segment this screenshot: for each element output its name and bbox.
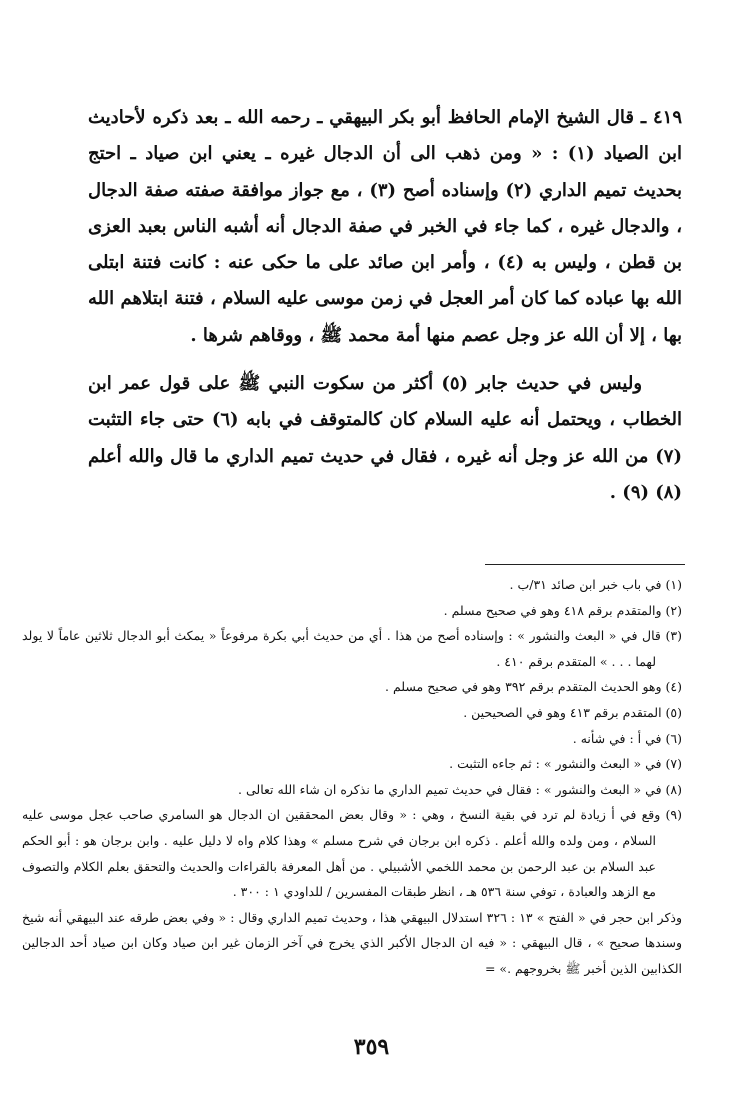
main-text: [88, 100, 682, 511]
main-paragraph-1: ٤١٩ ـ قال الشيخ الإمام الحافظ أبو بكر البيهقي ـ رحمه الله ـ بعد ذكره لأحاديث ابن الصياد (١) : « ومن ذهب الى أن الدجال غيره ـ يعني ابن صياد ـ احتج بحديث تميم الداري (٢) وإسناده أصح (٣) ، مع جواز موافقة صفته صفة الدجال ، والدجال غيره ، كما جاء في الخبر في صفة الدجال أنه أشبه الناس بعبد العزى بن قطن ، وليس به (٤) ، وأمر ابن صائد على ما حكى عنه : كانت فتنة ابتلى الله بها عباده كما كان أمر العجل في زمن موسى عليه السلام ، فتنة ابتلاهم الله بها ، إلا أن الله عز وجل عصم منها أمة محمد ﷺ ، ووقاهم شرها .: [88, 107, 682, 346]
footnote-6: (٦) في أ : في شأنه .: [572, 730, 682, 746]
footnote-2: (٢) والمتقدم برقم ٤١٨ وهو في صحيح مسلم .: [443, 602, 682, 618]
footnote-9-continuation: وذكر ابن حجر في « الفتح » ١٣ : ٣٢٦ استدلال البيهقي هذا ، وحديث تميم الداري وقال : « وفي بعض طرقه عند البيهقي أنه شيخ وسندها صحيح » ، قال البيهقي : « فيه ان الدجال الأكبر الذي يخرج في آخر الزمان غير ابن صياد وكان ابن صياد أحد الدجالين الكذابين الذين أخبر ﷺ بخروجهم .» =: [22, 909, 682, 976]
footnote-1: (١) في باب خبر ابن صائد ٣١/ب .: [509, 577, 682, 592]
footnote-5: (٥) المتقدم برقم ٤١٣ وهو في الصحيحين .: [463, 704, 682, 720]
footnote-3: (٣) قال في « البعث والنشور » : وإسناده أصح من هذا . أي من حديث أبي بكرة مرفوعاً « يمكث أبو الدجال ثلاثين عاماً لا يولد لهما . . . » المتقدم برقم ٤١٠ .: [22, 628, 682, 669]
footnote-8: (٨) في « البعث والنشور » : فقال في حديث تميم الداري ما نذكره ان شاء الله تعالى .: [238, 781, 682, 797]
footnote-4: (٤) وهو الحديث المتقدم برقم ٣٩٢ وهو في صحيح مسلم .: [385, 679, 682, 695]
footnote-divider: [485, 564, 685, 565]
footnote-7: (٧) في « البعث والنشور » : ثم جاءه التثبت .: [449, 756, 682, 772]
footnote-9: (٩) وقع في أ زيادة لم ترد في بقية النسخ ، وهي : « وقال بعض المحققين ان الدجال هو السامري صاحب عجل موسى عليه السلام ، ومن ولده والله أعلم . ذكره ابن برجان في شرح مسلم » وهذا كلام واه لا دليل عليه . وابن برجان هو : أبو الحكم عبد السلام بن عبد الرحمن بن محمد اللخمي الأشبيلي . من أهل المعرفة بالقراءات والحديث والتحقق بعلم الكلام والتصوف مع الزهد والعبادة ، توفي سنة ٥٣٦ هـ ، انظر طبقات المفسرين / للداودي ١ : ٣٠٠ .: [22, 807, 682, 900]
page-number: ٣٥٩: [353, 1034, 390, 1060]
footnotes: [22, 572, 682, 982]
main-paragraph-2: وليس في حديث جابر (٥) أكثر من سكوت النبي ﷺ على قول عمر ابن الخطاب ، ويحتمل أنه عليه السلام كان كالمتوقف في بابه (٦) حتى جاء التثبت (٧) من الله عز وجل أنه غيره ، فقال في حديث تميم الداري ما قال والله أعلم (٨) (٩) .: [88, 373, 682, 503]
